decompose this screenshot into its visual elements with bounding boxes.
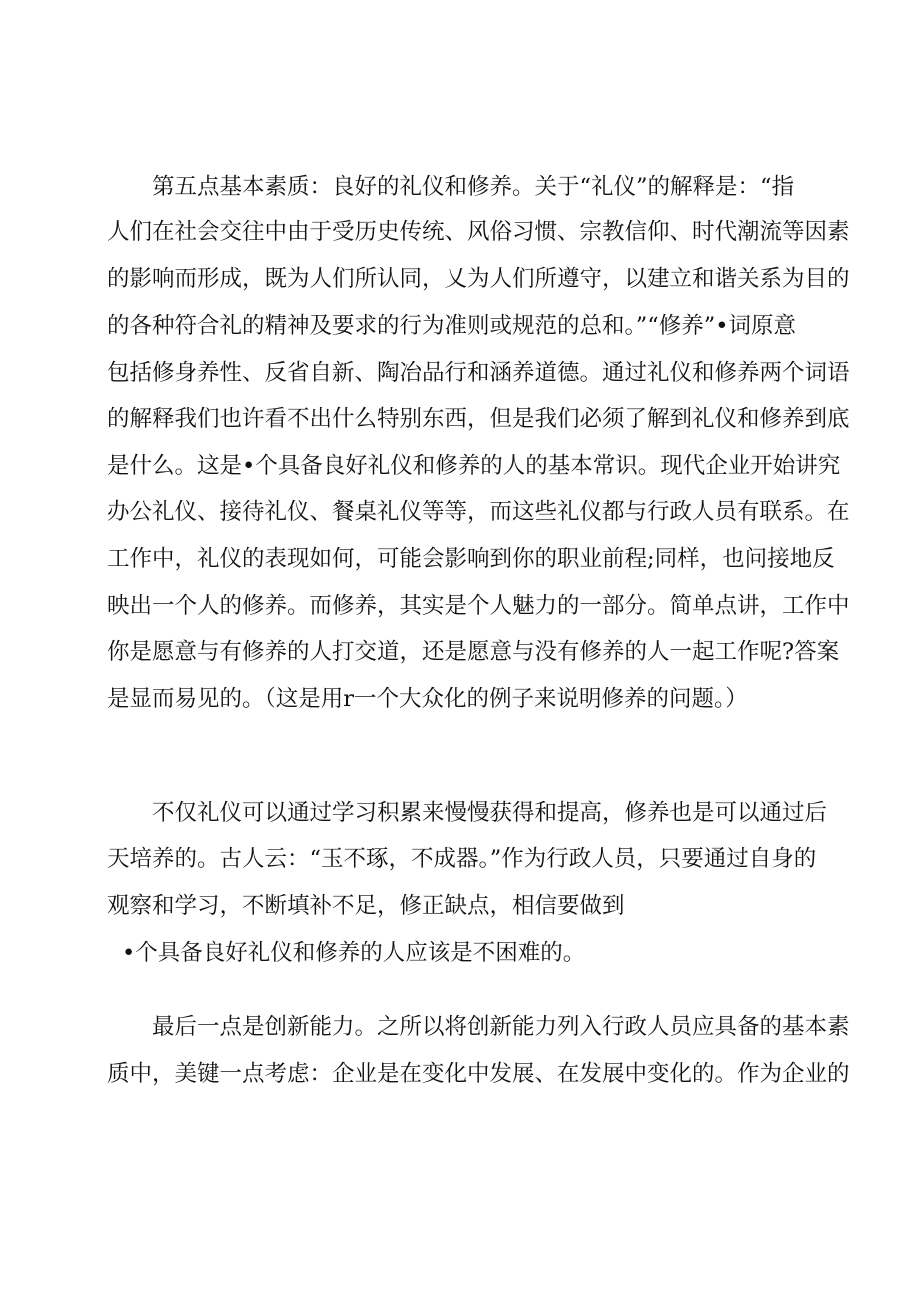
text-line: 你是愿意与有修养的人打交道，还是愿意与没有修养的人一起工作呢?答案	[107, 639, 840, 665]
text-line: 第五点基本素质：良好的礼仪和修养。关于“礼仪”的解释是：“指	[152, 174, 795, 200]
text-line: 的影响而形成，既为人们所认同，乂为人们所遵守，以建立和谐关系为目的	[107, 266, 850, 292]
text-line: 映出一个人的修养。而修养，其实是个人魅力的一部分。简单点讲，工作中	[107, 593, 850, 619]
text-line: 观察和学习，不断填补不足，修正缺点，相信要做到	[107, 893, 625, 919]
text-line: 是什么。这是•个具备良好礼仪和修养的人的基本常识。现代企业开始讲究	[107, 453, 841, 479]
text-line: 是显而易见的。（这是用r一个大众化的例子来说明修养的问题。）	[107, 686, 748, 712]
text-line: 的解释我们也许看不出什么特别东西，但是我们必须了解到礼仪和修养到底	[107, 406, 850, 432]
text-line: 质中，美键一点考虑：企业是在变化中发展、在发展中变化的。作为企业的	[107, 1061, 850, 1087]
text-line: 人们在社会交往中由于受历史传统、风俗习惯、宗教信仰、时代潮流等因素	[107, 219, 850, 245]
text-line: 天培养的。古人云：“玉不琢，不成器。”作为行政人员，只要通过自身的	[107, 846, 817, 872]
text-line: •个具备良好礼仪和修养的人应该是不困难的。	[122, 940, 586, 966]
text-line: 包括修身养性、反省自新、陶冶品行和涵养道德。通过礼仪和修养两个词语	[107, 360, 850, 386]
text-line: 的各种符合礼的精神及要求的行为准则或规范的总和。”“修养”•词原意	[107, 313, 797, 339]
text-line: 工作中，礼仪的表现如何，可能会影响到你的职业前程;同样，也问接地反	[107, 546, 835, 572]
text-line: 不仅礼仪可以通过学习积累来慢慢获得和提高，修养也是可以通过后	[152, 800, 828, 826]
text-line: 最后一点是创新能力。之所以将创新能力列入行政人员应具备的基本素	[152, 1014, 850, 1040]
text-line: 办公礼仪、接待礼仪、餐桌礼仪等等，而这些礼仪都与行政人员有联系。在	[107, 499, 850, 525]
